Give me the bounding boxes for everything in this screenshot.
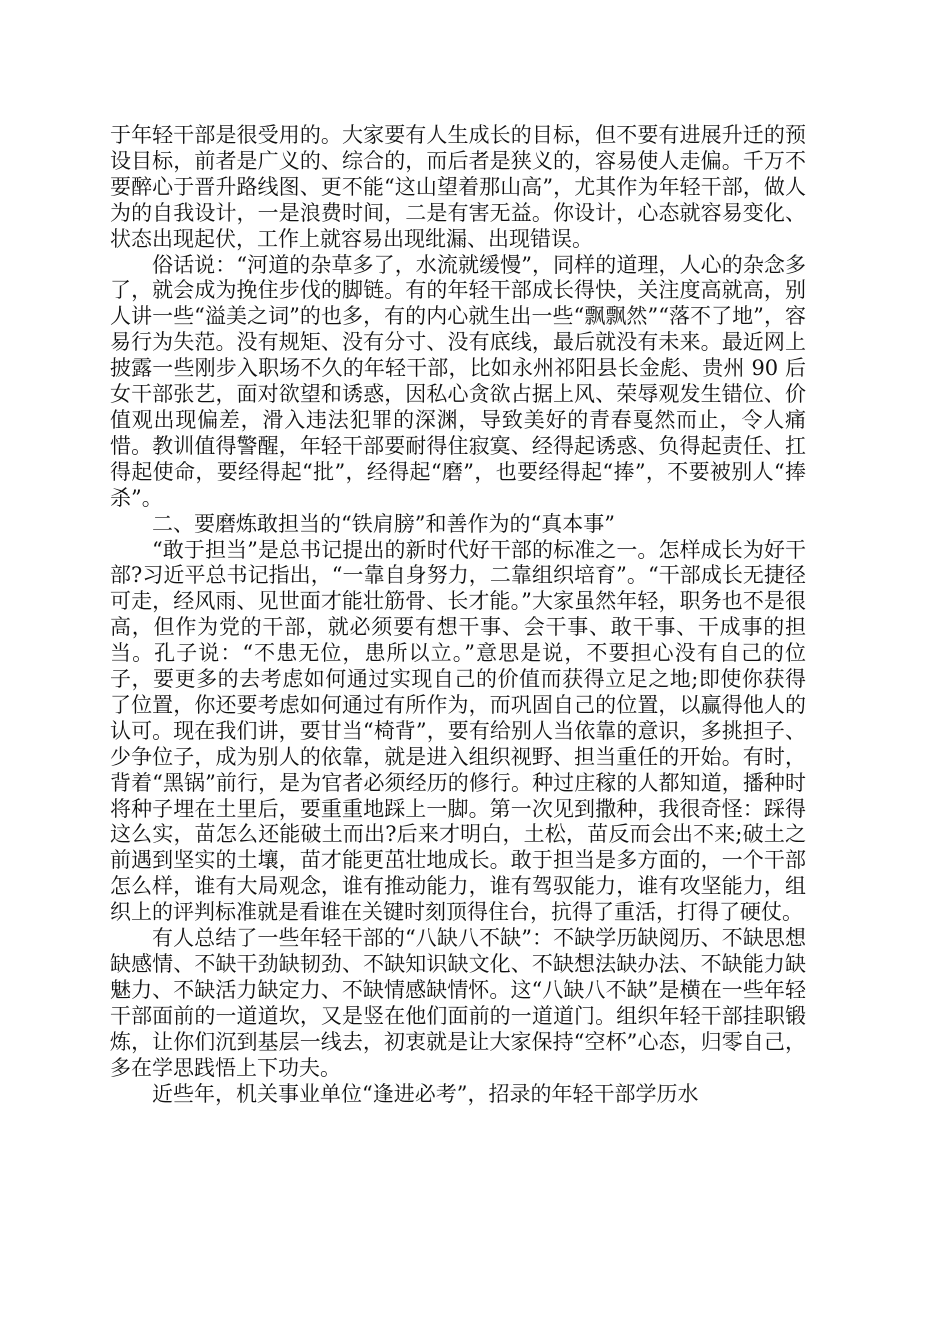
paragraph-continuation: 于年轻干部是很受用的。大家要有人生成长的目标，但不要有进展升迁的预设目标，前者是广义的、综合的，而后者是狭义的，容易使人走偏。千万不要醉心于晋升路线图、更不能“这山望着那山高”，尤其作为年轻干部，做人为的自我设计，一是浪费时间，二是有害无益。你设计，心态就容易变化、状态出现起伏，工作上就容易出现纰漏、出现错误。 — [110, 123, 806, 251]
section-heading-two: 二、要磨炼敢担当的“铁肩膀”和善作为的“真本事” — [152, 511, 615, 536]
paragraph-recent-years: 近些年，机关事业单位“逢进必考”，招录的年轻干部学历水 — [152, 1081, 699, 1106]
paragraph-eight-lacks: 有人总结了一些年轻干部的“八缺八不缺”：不缺学历缺阅历、不缺思想缺感情、不缺干劲缺韧劲、不缺知识缺文化、不缺想法缺办法、不缺能力缺魅力、不缺活力缺定力、不缺情感缺情怀。这“八缺八不缺”是横在一些年轻干部面前的一道道坎，又是竖在他们面前的一道道门。组织年轻干部挂职锻炼，让你们沉到基层一线去，初衷就是让大家保持“空杯”心态，归零自己，多在学思践悟上下功夫。 — [110, 926, 806, 1080]
paragraph-proverb: 俗话说：“河道的杂草多了，水流就缓慢”，同样的道理，人心的杂念多了，就会成为挽住步伐的脚链。有的年轻干部成长得快，关注度高就高，别人讲一些“溢美之词”的也多，有的内心就生出一些“飘飘然”“落不了地”，容易行为失范。没有规矩、没有分寸、没有底线，最后就没有未来。最近网上披露一些刚步入职场不久的年轻干部，比如永州祁阳县长金彪、贵州 90 后女干部张艺，面对欲望和诱惑，因私心贪欲占据上风、荣辱观发生错位、价值观出现偏差，滑入违法犯罪的深渊，导致美好的青春戛然而止，令人痛惜。教训值得警醒，年轻干部要耐得住寂寞、经得起诱惑、负得起责任、扛得起使命，要经得起“批”，经得起“磨”，也要经得起“捧”，不要被别人“捧杀”。 — [110, 252, 806, 510]
paragraph-dare-to-take-responsibility: “敢于担当”是总书记提出的新时代好干部的标准之一。怎样成长为好干部?习近平总书记指出，“一靠自身努力，二靠组织培育”。“干部成长无捷径可走，经风雨、见世面才能壮筋骨、长才能。”大家虽然年轻，职务也不是很高，但作为党的干部，就必须要有想干事、会干事、敢干事、干成事的担当。孔子说：“不患无位，患所以立。”意思是说，不要担心没有自己的位子，要更多的去考虑如何通过实现自己的价值而获得立足之地;即使你获得了位置，你还要考虑如何通过有所作为，而巩固自己的位置，以赢得他人的认可。现在我们讲，要甘当“椅背”，要有给别人当依靠的意识，多挑担子、少争位子，成为别人的依靠，就是进入组织视野、担当重任的开始。有时，背着“黑锅”前行，是为官者必须经历的修行。种过庄稼的人都知道，播种时将种子埋在土里后，要重重地踩上一脚。第一次见到撒种，我很奇怪：踩得这么实，苗怎么还能破土而出?后来才明白，土松，苗反而会出不来;破土之前遇到坚实的土壤，苗才能更茁壮地成长。敢于担当是多方面的，一个干部怎么样，谁有大局观念，谁有推动能力，谁有驾驭能力，谁有攻坚能力，组织上的评判标准就是看谁在关键时刻顶得住台，抗得了重活，打得了硬仗。 — [110, 537, 806, 925]
document-page — [110, 123, 806, 1107]
